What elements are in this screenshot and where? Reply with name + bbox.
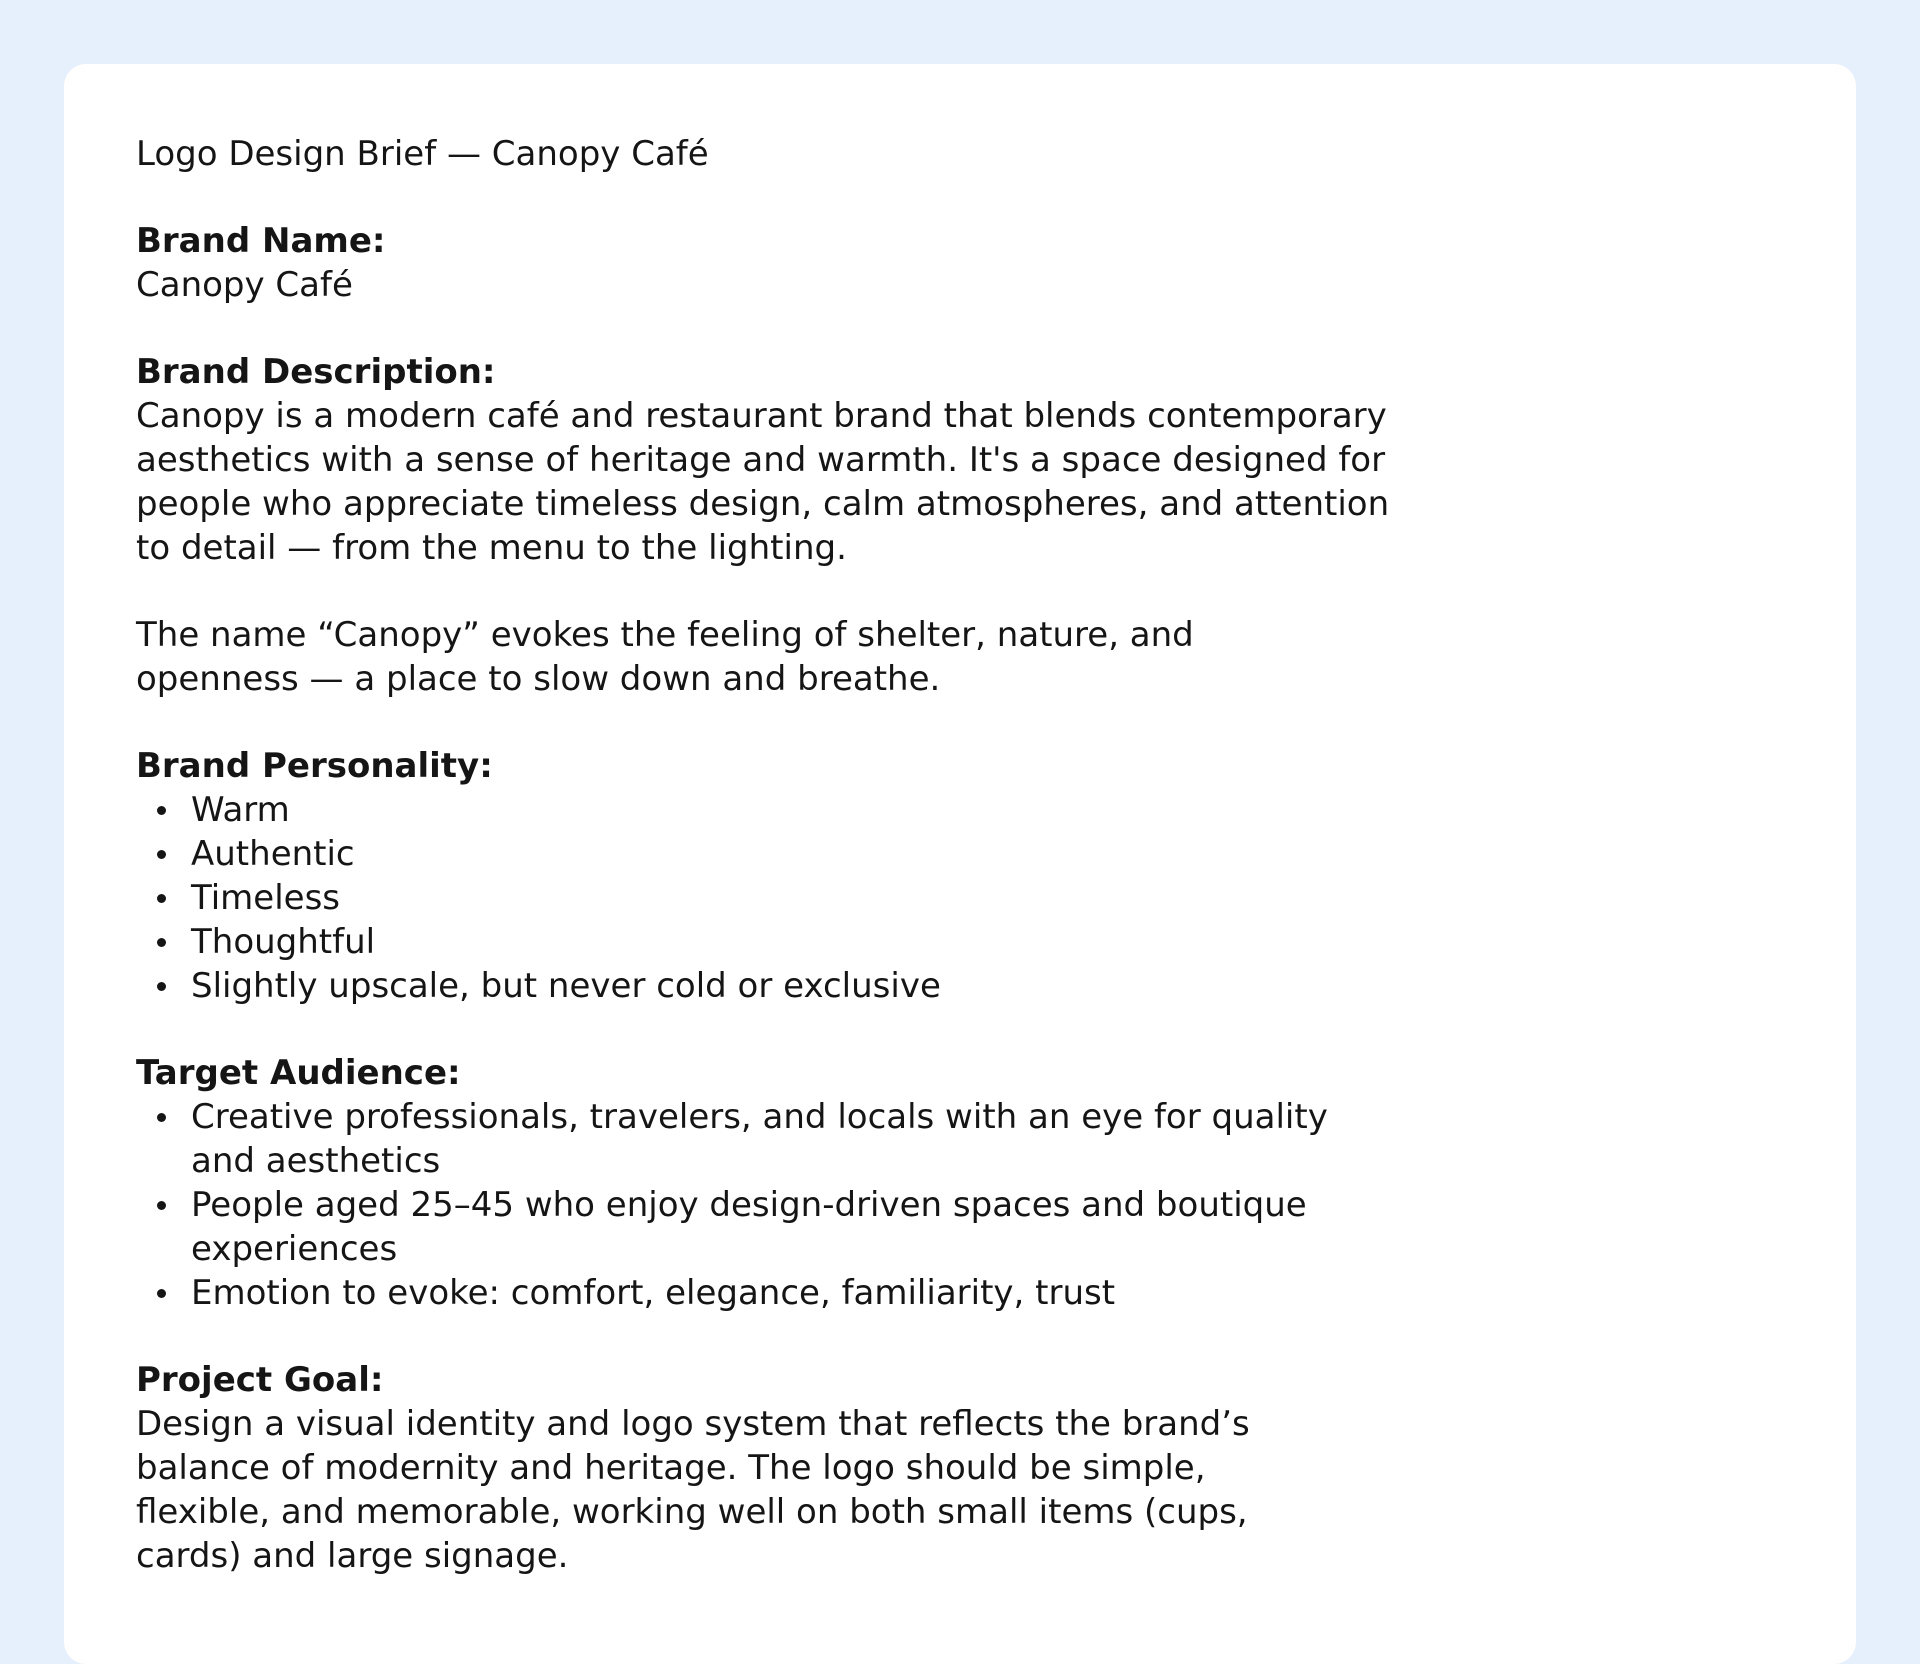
- section-brand-personality: [136, 744, 1396, 1008]
- document-title: Logo Design Brief — Canopy Café: [136, 134, 709, 174]
- list-item: People aged 25–45 who enjoy design-driven spaces and boutique experiences: [191, 1183, 1396, 1271]
- section-target-audience: [136, 1051, 1396, 1315]
- target-audience-heading: Target Audience:: [136, 1053, 461, 1093]
- list-item: Emotion to evoke: comfort, elegance, familiarity, trust: [191, 1271, 1396, 1315]
- brief-document: [136, 132, 1396, 1578]
- project-goal-heading: Project Goal:: [136, 1360, 384, 1400]
- brand-description-heading: Brand Description:: [136, 352, 496, 392]
- brand-name-heading: Brand Name:: [136, 221, 386, 261]
- list-item: Slightly upscale, but never cold or exclusive: [191, 964, 1396, 1008]
- brand-description-paragraph: The name “Canopy” evokes the feeling of shelter, nature, and openness — a place to slow down and breathe.: [136, 615, 1194, 699]
- list-item: Warm: [191, 788, 1396, 832]
- brand-name-value: Canopy Café: [136, 265, 353, 305]
- brand-description-paragraph: Canopy is a modern café and restaurant brand that blends contemporary aesthetics with a sense of heritage and warmth. It's a space designed for people who appreciate timeless design, calm atmospheres, and attention to detail — from the menu to the lighting.: [136, 396, 1390, 568]
- project-goal-text: Design a visual identity and logo system that reflects the brand’s balance of modernity and heritage. The logo should be simple, flexible, and memorable, working well on both small items (cups, cards) and large signage.: [136, 1404, 1250, 1576]
- list-item: Thoughtful: [191, 920, 1396, 964]
- list-item: Timeless: [191, 876, 1396, 920]
- brand-personality-heading: Brand Personality:: [136, 746, 493, 786]
- section-project-goal: [136, 1358, 1396, 1578]
- document-card: [64, 64, 1856, 1664]
- section-brand-name: [136, 219, 1396, 307]
- list-item: Authentic: [191, 832, 1396, 876]
- list-item: Creative professionals, travelers, and locals with an eye for quality and aesthetics: [191, 1095, 1396, 1183]
- target-audience-list: [136, 1095, 1396, 1315]
- brand-personality-list: [136, 788, 1396, 1008]
- section-brand-description: [136, 350, 1396, 701]
